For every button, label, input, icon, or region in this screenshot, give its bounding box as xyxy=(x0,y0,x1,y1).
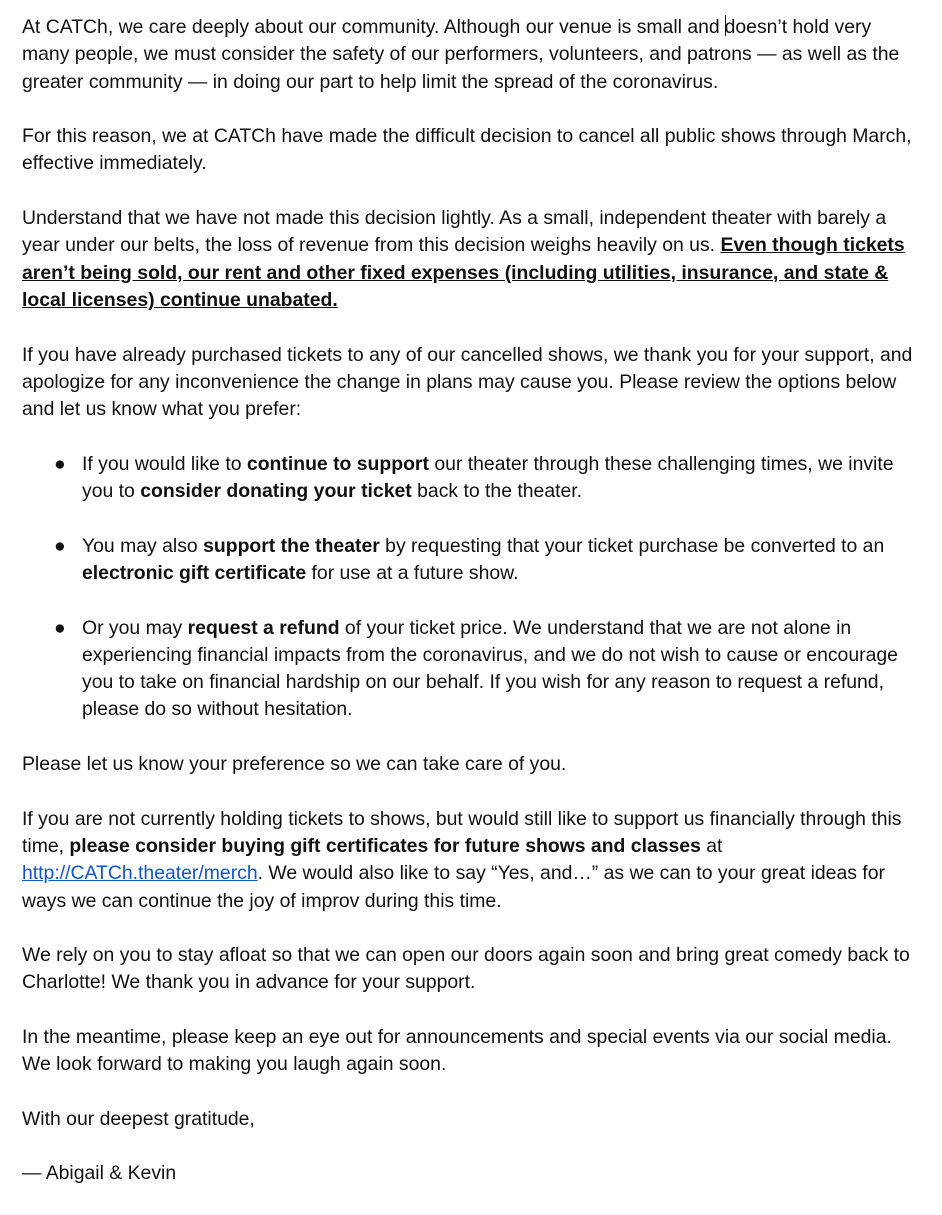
list-item-gift-certificate xyxy=(22,533,922,588)
option-text: back to the theater. xyxy=(411,480,583,503)
bullet-icon: ● xyxy=(54,616,66,639)
paragraph-meantime: In the meantime, please keep an eye out for announcements and special events via our social media. We look forward to making you laugh again soon. xyxy=(22,1025,892,1076)
merch-link[interactable]: http://CATCh.theater/merch xyxy=(22,862,258,885)
option-bold: continue to support xyxy=(246,452,429,475)
option-bold: consider donating your ticket xyxy=(140,480,412,503)
option-text: You may also xyxy=(82,534,204,557)
paragraph-revenue-text: Understand that we have not made this decision lightly. As a small, independent theater with barely a year under our belts, the loss of revenue from this decision weighs heavily on us. xyxy=(22,207,887,257)
list-item-donate xyxy=(22,451,922,506)
list-item-refund xyxy=(22,615,922,724)
option-text: of your ticket price. We understand that we are not alone in experiencing financial impacts from the coronavirus, and we do not wish to cause or encourage you to take on financial hardship on our behalf. If you wish for any reason to request a refund, please do so without hesitation. xyxy=(82,616,898,721)
option-text: If you would like to xyxy=(82,452,247,475)
option-bold: electronic gift certificate xyxy=(82,561,307,584)
paragraph-intro-start: At CATCh, we care deeply about our community. Although our venue is small and xyxy=(22,16,726,38)
option-text: our theater through these challenging times, we invite you to xyxy=(82,452,894,503)
paragraph-support-text: at xyxy=(700,834,723,857)
closing-line: With our deepest gratitude, xyxy=(22,1107,255,1130)
paragraph-support xyxy=(22,806,922,915)
paragraph-preference: Please let us know your preference so we can take care of you. xyxy=(22,753,567,776)
paragraph-cancellation: For this reason, we at CATCh have made the difficult decision to cancel all public shows through March, effective immediately. xyxy=(22,125,912,175)
option-text: Or you may xyxy=(82,616,188,639)
option-text: by requesting that your ticket purchase be converted to an xyxy=(379,534,885,557)
letter-body xyxy=(22,14,922,1215)
paragraph-rely: We rely on you to stay afloat so that we can open our doors again soon and bring great comedy back to Charlotte! We thank you in advance for your support. xyxy=(22,944,910,994)
paragraph-revenue xyxy=(22,205,922,314)
options-list xyxy=(22,451,922,724)
option-text: for use at a future show. xyxy=(306,561,519,584)
paragraph-support-text: If you are not currently holding tickets to shows, but would still like to support us financially through this time, xyxy=(22,807,902,857)
signature: — Abigail & Kevin xyxy=(22,1162,177,1185)
paragraph-support-bold: please consider buying gift certificates for future shows and classes xyxy=(69,834,701,857)
bullet-icon: ● xyxy=(54,534,66,557)
paragraph-intro xyxy=(22,14,922,96)
bullet-icon: ● xyxy=(54,452,66,475)
option-bold: request a refund xyxy=(187,616,340,639)
option-bold: support the theater xyxy=(203,534,380,557)
paragraph-intro-end: doesn’t hold very many people, we must consider the safety of our performers, volunteers, and patrons — as well as the greater community — in doing our part to help limit the spread of the coronavirus. xyxy=(22,16,900,93)
paragraph-revenue-emphasis: Even though tickets aren’t being sold, our rent and other fixed expenses (including utilities, insurance, and state & local licenses) continue unabated. xyxy=(22,234,905,311)
paragraph-ticket-holders: If you have already purchased tickets to any of our cancelled shows, we thank you for your support, and apologize for any inconvenience the change in plans may cause you. Please review the options below and let us know what you prefer: xyxy=(22,343,913,421)
paragraph-support-text: . We would also like to say “Yes, and…” as we can to your great ideas for ways we can continue the joy of improv during this time. xyxy=(22,862,885,912)
